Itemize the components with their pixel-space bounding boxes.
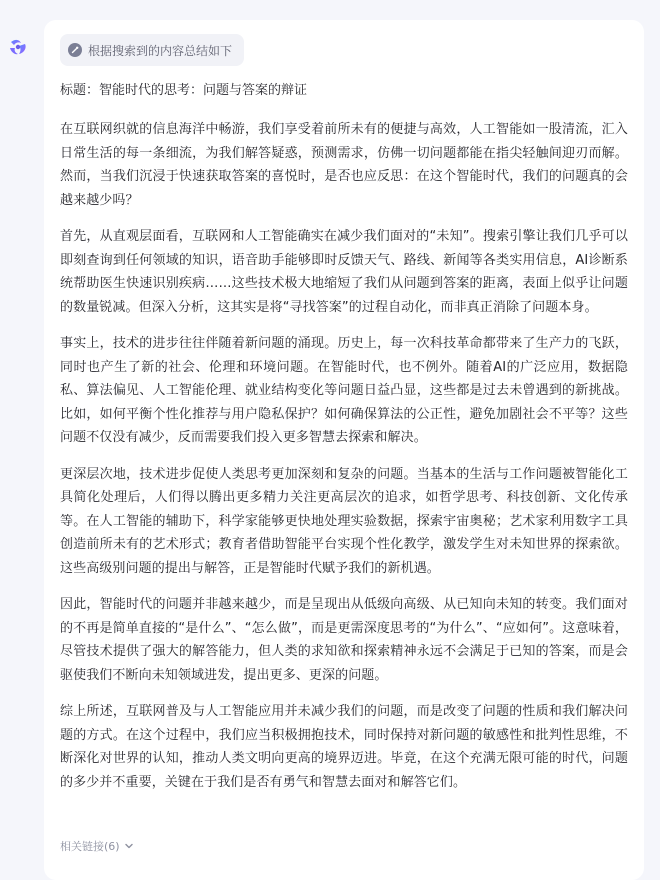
article-title: 标题：智能时代的思考：问题与答案的辩证 [60,83,308,98]
related-links-label: 相关链接(6) [60,840,120,853]
search-summary-label: 根据搜索到的内容总结如下 [88,43,233,58]
article-paragraph: 在互联网织就的信息海洋中畅游，我们享受着前所未有的便捷与高效，人工智能如一股清流，汇入日常生活的每一条细流，为我们解答疑惑，预测需求，仿佛一切问题都能在指尖轻触间迎刃而解。然而，当我们沉浸于快速获取答案的喜悦时，是否也应反思：在这个智能时代，我们的问题真的会越来越少吗？ [60,122,628,208]
search-summary-chip[interactable] [60,34,244,66]
related-links-toggle[interactable] [60,838,134,854]
chevron-down-icon [124,841,134,851]
article-paragraph: 首先，从直观层面看，互联网和人工智能确实在减少我们面对的“未知”。搜索引擎让我们几乎可以即刻查询到任何领域的知识，语音助手能够即时反馈天气、路线、新闻等各类实用信息，AI诊断系统帮助医生快速识别疾病……这些技术极大地缩短了我们从问题到答案的距离，表面上似乎让问题的数量锐减。但深入分析，这其实是将“寻找答案”的过程自动化，而非真正消除了问题本身。 [60,229,628,315]
article-paragraph: 因此，智能时代的问题并非越来越少，而是呈现出从低级向高级、从已知向未知的转变。我们面对的不再是简单直接的“是什么”、“怎么做”，而是更需深度思考的“为什么”、“应如何”。这意味着，尽管技术提供了强大的解答能力，但人类的求知欲和探索精神永远不会满足于已知的答案，而是会驱使我们不断向未知领域进发，提出更多、更深的问题。 [60,597,628,683]
article-paragraph: 事实上，技术的进步往往伴随着新问题的涌现。历史上，每一次科技革命都带来了生产力的飞跃，同时也产生了新的社会、伦理和环境问题。在智能时代，也不例外。随着AI的广泛应用，数据隐私、算法偏见、人工智能伦理、就业结构变化等问题日益凸显，这些都是过去未曾遇到的新挑战。比如，如何平衡个性化推荐与用户隐私保护？如何确保算法的公正性，避免加剧社会不平等？这些问题不仅没有减少，反而需要我们投入更多智慧去探索和解决。 [60,336,628,445]
article-paragraph: 综上所述，互联网普及与人工智能应用并未减少我们的问题，而是改变了问题的性质和我们解决问题的方式。在这个过程中，我们应当积极拥抱技术，同时保持对新问题的敏感性和批判性思维，不断深化对世界的认知，推动人类文明向更高的境界迈进。毕竟，在这个充满无限可能的时代，问题的多少并不重要，关键在于我们是否有勇气和智慧去面对和解答它们。 [60,704,628,790]
ai-assistant-logo-icon [7,36,29,58]
article-paragraph: 更深层次地，技术进步促使人类思考更加深刻和复杂的问题。当基本的生活与工作问题被智能化工具简化处理后，人们得以腾出更多精力关注更高层次的追求，如哲学思考、科技创新、文化传承等。在人工智能的辅助下，科学家能够更快地处理实验数据，探索宇宙奥秘；艺术家利用数字工具创造前所未有的艺术形式；教育者借助智能平台实现个性化教学，激发学生对未知世界的探索欲。这些高级别问题的提出与解答，正是智能时代赋予我们的新机遇。 [60,466,628,576]
assistant-answer-card [44,20,644,880]
assistant-avatar [7,36,29,58]
search-summary-icon [68,43,82,57]
